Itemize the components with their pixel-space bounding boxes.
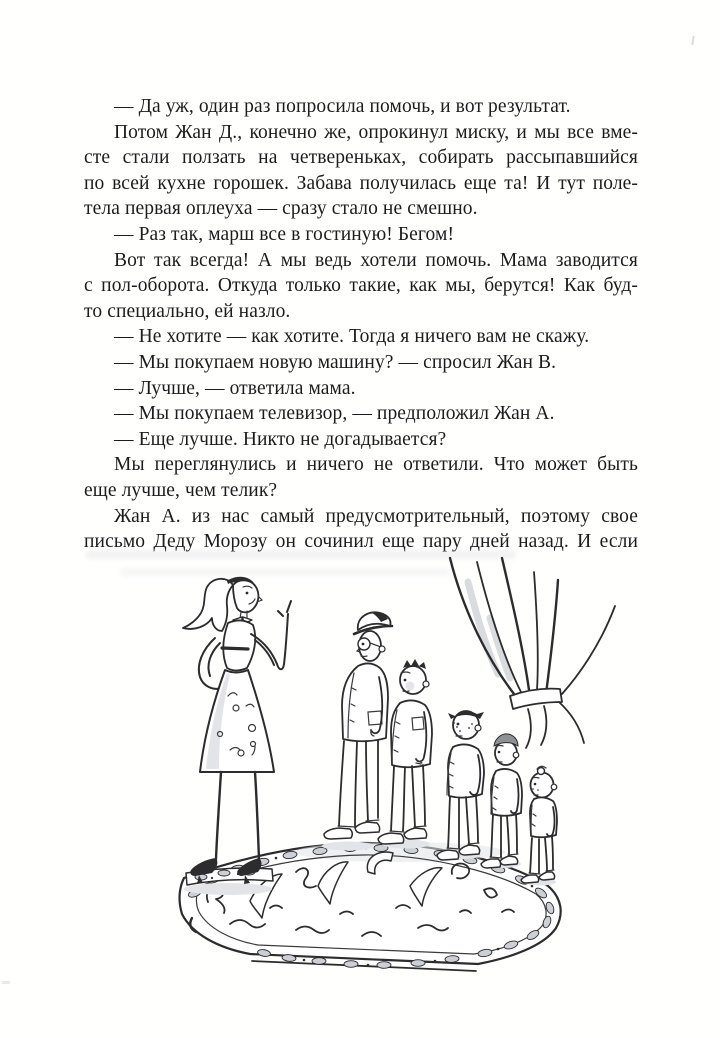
text-line: Потом Жан Д., конечно же, опрокинул миску, и мы все вме- [114, 121, 638, 143]
text-line: Вот так всегда! А мы ведь хотели помочь. Мама заводится [114, 249, 638, 271]
text-line: Мы переглянулись и ничего не ответили. Что может быть [114, 454, 638, 476]
boy-figure-1 [324, 612, 392, 839]
text-line: то специально, ей назло. [84, 300, 291, 322]
text-line: Жан А. из нас самый предусмотрительный, поэтому свое [114, 505, 638, 527]
text-line: сте стали ползать на четвереньках, собирать рассыпавшийся [84, 147, 638, 169]
text-line: — Не хотите — как хотите. Тогда я ничего вам не скажу. [114, 326, 590, 348]
text-line: с пол-оборота. Откуда только такие, как мы, берутся! Как буд- [84, 275, 638, 297]
text-line: — Да уж, один раз попросила помочь, и вот результат. [114, 96, 571, 117]
text-line: по всей кухне горошек. Забава получилась еще та! И тут поле- [84, 172, 638, 194]
text-line: еще лучше, чем телик? [84, 479, 278, 501]
mother-figure [183, 577, 291, 884]
boy-figure-5 [521, 766, 557, 883]
text-line: — Еще лучше. Никто не догадывается? [114, 428, 447, 450]
text-line: — Лучше, — ответила мама. [114, 377, 356, 399]
text-line: — Мы покупаем новую машину? — спросил Жан В. [114, 351, 557, 373]
text-line: — Раз так, марш все в гостиную! Бегом! [114, 223, 455, 245]
scan-artifact [691, 36, 694, 45]
text-line: тела первая оплеуха — сразу стало не смешно. [84, 198, 478, 220]
illustration [100, 556, 620, 986]
text-line: — Мы покупаем телевизор, — предположил Жан А. [114, 403, 555, 425]
boy-figure-3 [437, 711, 484, 860]
page-text [84, 94, 638, 555]
scan-artifact [2, 981, 10, 984]
text-line: письмо Деду Морозу он сочинил еще пару дней назад. И если [84, 531, 638, 553]
